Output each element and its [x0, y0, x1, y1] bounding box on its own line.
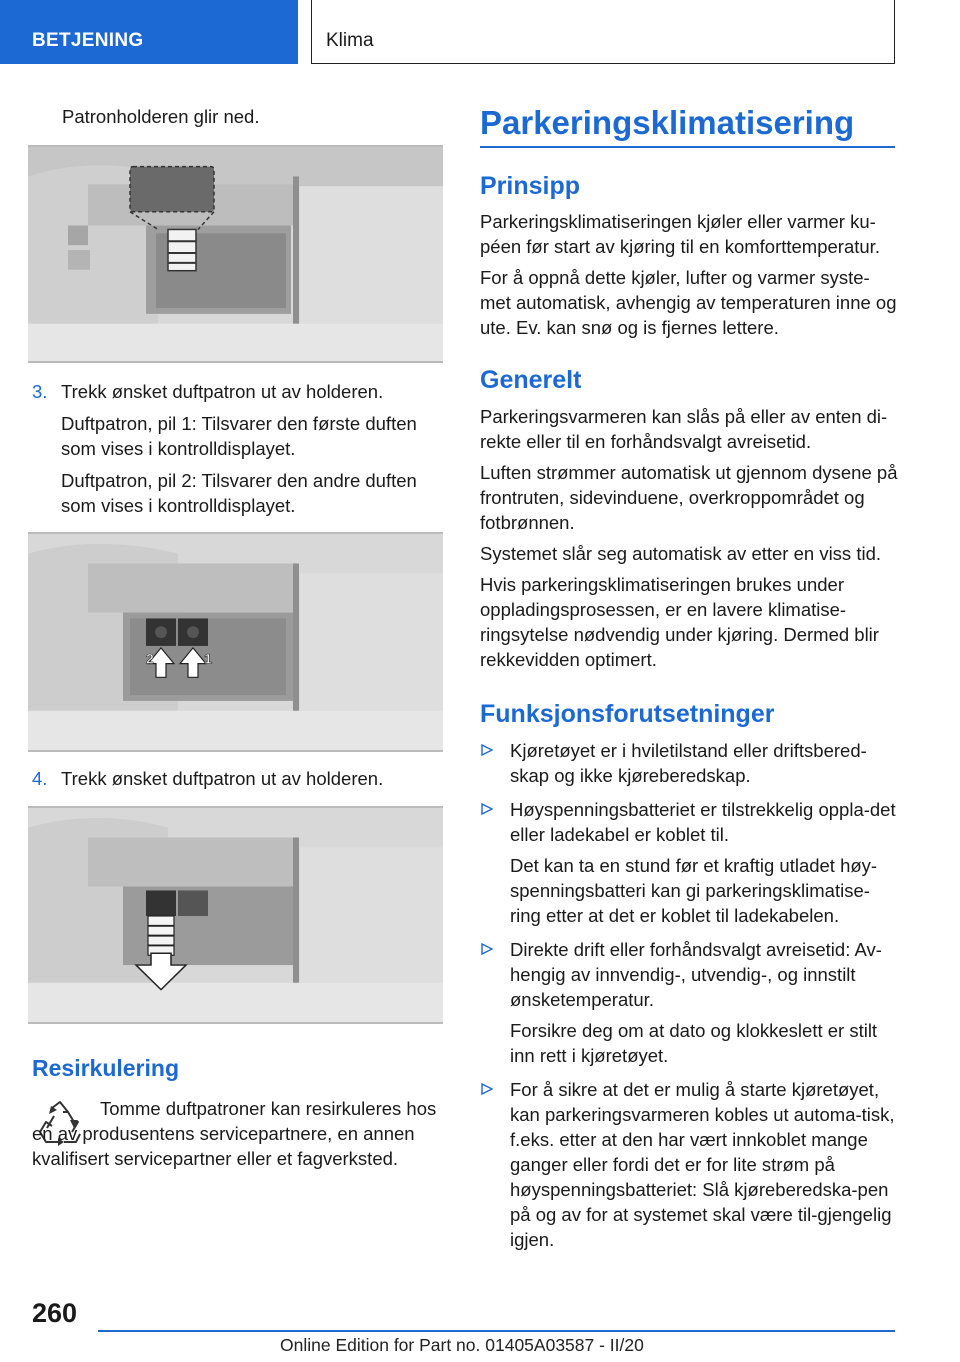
- intro-line: Patronholderen glir ned.: [62, 106, 260, 127]
- req-1-para-1: Kjøretøyet er i hviletilstand eller driftsbered-skap og ikke kjøreberedskap.: [510, 740, 867, 786]
- photo-holder-down-illustration: [28, 147, 443, 361]
- recycle-text: [32, 1096, 450, 1177]
- req-3-para-1: Direkte drift eller forhåndsvalgt avreisetid: Av-hengig av innvendig-, utvendig-, og innstilt ønsketemperatur.: [510, 939, 882, 1010]
- recycle-heading: Resirkulering: [32, 1055, 179, 1081]
- step-3-line-1: Trekk ønsket duftpatron ut av holderen.: [61, 381, 384, 402]
- principle-para-2: For å oppnå dette kjøler, lufter og varmer syste-met automatisk, avhengig av temperaturen inne og ute. Ev. kan snø og is fjernes lettere.: [480, 267, 897, 338]
- footer-rule: [98, 1330, 895, 1332]
- photo-label-1: 1: [204, 650, 212, 667]
- req-3-para-2: Forsikre deg om at dato og klokkeslett er stilt inn rett i kjøretøyet.: [510, 1020, 878, 1066]
- general-para-4: Hvis parkeringsklimatiseringen brukes under oppladingsprosessen, er en lavere klimatise-ringsytelse nødvendig under kjøring. Dermed blir rekkevidden optimert.: [480, 574, 879, 670]
- bullet-triangle-icon: [481, 943, 493, 955]
- req-2-para-1: Høyspenningsbatteriet er tilstrekkelig oppla-det eller ladekabel er koblet til.: [510, 799, 896, 845]
- title-rule: [480, 146, 895, 148]
- bullet-triangle-icon: [481, 1083, 493, 1095]
- photo-pull-cartridge-illustration: [28, 808, 443, 1022]
- general-para-2: Luften strømmer automatisk ut gjennom dysene på frontruten, sidevinduene, overkroppområdet og fotbrønnen.: [480, 462, 898, 533]
- bullet-triangle-icon: [481, 803, 493, 815]
- edition-text: Online Edition for Part no. 01405A03587 - II/20: [280, 1335, 644, 1355]
- req-4-para-1: For å sikre at det er mulig å starte kjøretøyet, kan parkeringsvarmeren kobles ut automa-tisk, f.eks. etter at den har vært innkoblet mange ganger eller fordi det er for lite strøm på høyspenningsbatteriet: Slå kjøreberedska-pen på og av for at systemet skal være til-gjengelig igjen.: [510, 1079, 895, 1250]
- bullet-triangle-icon: [481, 744, 493, 756]
- step-3: [28, 379, 444, 519]
- requirements-list: [480, 738, 896, 1261]
- general-text: [480, 404, 898, 678]
- general-para-1: Parkeringsvarmeren kan slås på eller av enten di-rekte eller til en forhåndsvalgt avreisetid.: [480, 406, 888, 452]
- header-chapter-label: Klima: [326, 30, 374, 51]
- page-title: Parkeringsklimatisering: [480, 104, 855, 141]
- header-section-label: BETJENING: [32, 30, 144, 51]
- step-4: [28, 766, 444, 794]
- photo-pull-cartridge: [28, 806, 443, 1024]
- intro-text: [62, 104, 442, 135]
- general-para-3: Systemet slår seg automatisk av etter en viss tid.: [480, 543, 881, 564]
- list-item: [480, 797, 896, 928]
- step-3-number: 3.: [32, 381, 48, 402]
- list-item: [480, 1077, 896, 1252]
- principle-text: [480, 209, 898, 346]
- step-4-number: 4.: [32, 768, 48, 789]
- req-2-para-2: Det kan ta en stund før et kraftig utladet høy-spenningsbatteri kan gi parkeringsklimatise-ring etter at det er koblet til ladekabelen.: [510, 855, 878, 926]
- step-3-line-3: Duftpatron, pil 2: Tilsvarer den andre duften som vises i kontrolldisplayet.: [61, 470, 417, 516]
- page-number: 260: [32, 1298, 78, 1328]
- recycle-paragraph: Tomme duftpatroner kan resirkuleres hos en av produsentens servicepartnere, en annen kvalifisert servicepartner eller et fagverksted.: [32, 1098, 437, 1169]
- step-4-line: Trekk ønsket duftpatron ut av holderen.: [61, 768, 384, 789]
- header-section-tab: [0, 0, 298, 64]
- list-item: [480, 738, 896, 788]
- list-item: [480, 937, 896, 1068]
- photo-cartridges-illustration: [28, 534, 443, 750]
- photo-cartridges: [28, 532, 443, 752]
- header-chapter-box: [311, 0, 895, 64]
- requirements-heading: Funksjonsforutsetninger: [480, 700, 775, 728]
- photo-label-2: 2: [146, 650, 154, 667]
- step-3-line-2: Duftpatron, pil 1: Tilsvarer den første duften som vises i kontrolldisplayet.: [61, 413, 417, 459]
- principle-heading: Prinsipp: [480, 172, 581, 200]
- principle-para-1: Parkeringsklimatiseringen kjøler eller varmer ku-péen før start av kjøring til en komforttemperatur.: [480, 211, 880, 257]
- general-heading: Generelt: [480, 366, 582, 394]
- photo-holder-down: [28, 145, 443, 363]
